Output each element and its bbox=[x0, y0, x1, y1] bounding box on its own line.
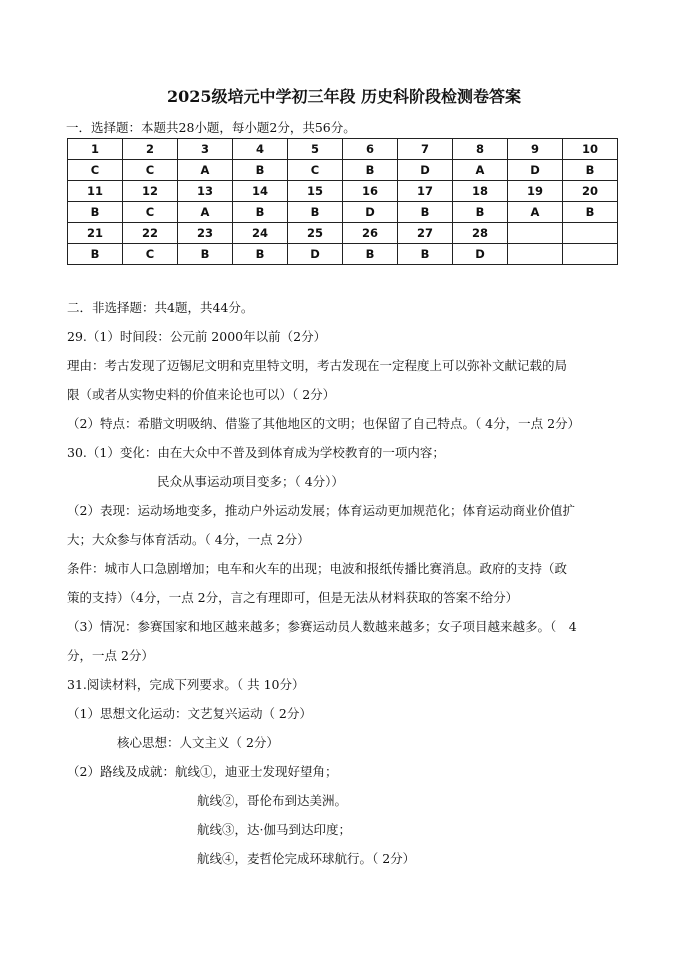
question-number-cell: 9 bbox=[508, 139, 563, 160]
q30-part2-line2: 大；大众参与体育活动。（ 4分，一点 2分） bbox=[67, 532, 310, 547]
question-number-cell: 5 bbox=[288, 139, 343, 160]
question-number-cell: 10 bbox=[563, 139, 618, 160]
question-number-cell: 6 bbox=[343, 139, 398, 160]
answer-cell: A bbox=[508, 202, 563, 223]
q29-part2: （2）特点：希腊文明吸纳、借鉴了其他地区的文明；也保留了自己特点。（ 4分，一点 2分） bbox=[67, 416, 581, 431]
answer-cell: B bbox=[343, 160, 398, 181]
q31-part1: （1）思想文化运动：文艺复兴运动（ 2分） bbox=[67, 706, 312, 721]
answer-cell: D bbox=[453, 244, 508, 265]
answer-cell: B bbox=[563, 202, 618, 223]
question-number-cell: 27 bbox=[398, 223, 453, 244]
question-number-cell: 8 bbox=[453, 139, 508, 160]
question-number-cell: 28 bbox=[453, 223, 508, 244]
question-number-row bbox=[68, 223, 618, 244]
question-number-cell: 15 bbox=[288, 181, 343, 202]
answer-cell: B bbox=[343, 244, 398, 265]
page-title: 2025级培元中学初三年段 历史科阶段检测卷答案 bbox=[166, 87, 522, 106]
q31-core-idea: 核心思想：人文主义（ 2分） bbox=[117, 735, 279, 750]
section-1-heading: 一．选择题：本题共28小题，每小题2分，共56分。 bbox=[66, 120, 356, 135]
answer-cell: C bbox=[123, 244, 178, 265]
q30-part3-line2: 分，一点 2分） bbox=[67, 648, 154, 663]
q31-heading: 31.阅读材料，完成下列要求。（ 共 10分） bbox=[67, 677, 305, 692]
question-number-cell: 4 bbox=[233, 139, 288, 160]
q30-conditions-line2: 策的支持）（4分，一点 2分，言之有理即可，但是无法从材料获取的答案不给分） bbox=[67, 590, 519, 605]
question-number-cell: 20 bbox=[563, 181, 618, 202]
answer-cell: B bbox=[68, 202, 123, 223]
answer-cell bbox=[508, 244, 563, 265]
q30-conditions-line1: 条件：城市人口急剧增加；电车和火车的出现；电波和报纸传播比赛消息。政府的支持（政 bbox=[67, 561, 568, 576]
question-number-cell: 16 bbox=[343, 181, 398, 202]
q29-reason-line1: 理由：考古发现了迈锡尼文明和克里特文明，考古发现在一定程度上可以弥补文献记载的局 bbox=[67, 358, 568, 373]
answer-row bbox=[68, 160, 618, 181]
question-number-cell: 24 bbox=[233, 223, 288, 244]
question-number-cell: 18 bbox=[453, 181, 508, 202]
answer-cell: C bbox=[288, 160, 343, 181]
q31-route-3: 航线③，达·伽马到达印度； bbox=[197, 822, 351, 837]
answer-cell: B bbox=[233, 160, 288, 181]
answer-cell: D bbox=[343, 202, 398, 223]
answer-cell: A bbox=[178, 202, 233, 223]
question-number-cell: 3 bbox=[178, 139, 233, 160]
question-number-cell: 23 bbox=[178, 223, 233, 244]
q29-reason-line2: 限（或者从实物史料的价值来论也可以）（ 2分） bbox=[67, 387, 336, 402]
question-number-cell: 17 bbox=[398, 181, 453, 202]
question-number-cell: 22 bbox=[123, 223, 178, 244]
question-number-row bbox=[68, 181, 618, 202]
answer-cell bbox=[563, 244, 618, 265]
q30-part3-line1: （3）情况：参赛国家和地区越来越多；参赛运动员人数越来越多；女子项目越来越多。（ 4 bbox=[67, 619, 577, 634]
answer-cell: B bbox=[68, 244, 123, 265]
answer-cell: B bbox=[178, 244, 233, 265]
q29-part1: 29.（1）时间段：公元前 2000年以前（2分） bbox=[67, 329, 327, 344]
answer-cell: C bbox=[68, 160, 123, 181]
answer-cell: D bbox=[398, 160, 453, 181]
answer-cell: B bbox=[563, 160, 618, 181]
q31-route-4: 航线④，麦哲伦完成环球航行。（ 2分） bbox=[197, 851, 416, 866]
answer-cell: C bbox=[123, 160, 178, 181]
q31-route-2: 航线②，哥伦布到达美洲。 bbox=[197, 793, 348, 808]
answer-row bbox=[68, 244, 618, 265]
answer-cell: B bbox=[288, 202, 343, 223]
question-number-cell: 19 bbox=[508, 181, 563, 202]
q30-part2-line1: （2）表现：运动场地变多，推动户外运动发展；体育运动更加规范化；体育运动商业价值扩 bbox=[67, 503, 575, 518]
question-number-cell bbox=[508, 223, 563, 244]
question-number-cell bbox=[563, 223, 618, 244]
question-number-cell: 25 bbox=[288, 223, 343, 244]
answer-table bbox=[67, 138, 618, 265]
answer-cell: D bbox=[508, 160, 563, 181]
q30-part1-cont: 民众从事运动项目变多；（ 4分）） bbox=[157, 474, 344, 489]
answer-cell: D bbox=[288, 244, 343, 265]
answer-cell: B bbox=[233, 202, 288, 223]
answer-cell: B bbox=[398, 202, 453, 223]
question-number-cell: 2 bbox=[123, 139, 178, 160]
answer-cell: A bbox=[178, 160, 233, 181]
answer-row bbox=[68, 202, 618, 223]
question-number-cell: 12 bbox=[123, 181, 178, 202]
question-number-cell: 26 bbox=[343, 223, 398, 244]
q31-part2: （2）路线及成就：航线①，迪亚士发现好望角； bbox=[67, 764, 338, 779]
section-2-heading: 二．非选择题：共4题，共44分。 bbox=[67, 300, 254, 315]
q30-part1: 30.（1）变化：由在大众中不普及到体育成为学校教育的一项内容； bbox=[67, 445, 445, 460]
question-number-cell: 14 bbox=[233, 181, 288, 202]
answer-cell: A bbox=[453, 160, 508, 181]
answer-cell: B bbox=[398, 244, 453, 265]
question-number-cell: 1 bbox=[68, 139, 123, 160]
answer-cell: B bbox=[233, 244, 288, 265]
question-number-cell: 21 bbox=[68, 223, 123, 244]
question-number-cell: 7 bbox=[398, 139, 453, 160]
question-number-cell: 11 bbox=[68, 181, 123, 202]
question-number-cell: 13 bbox=[178, 181, 233, 202]
answer-cell: C bbox=[123, 202, 178, 223]
question-number-row bbox=[68, 139, 618, 160]
answer-cell: B bbox=[453, 202, 508, 223]
